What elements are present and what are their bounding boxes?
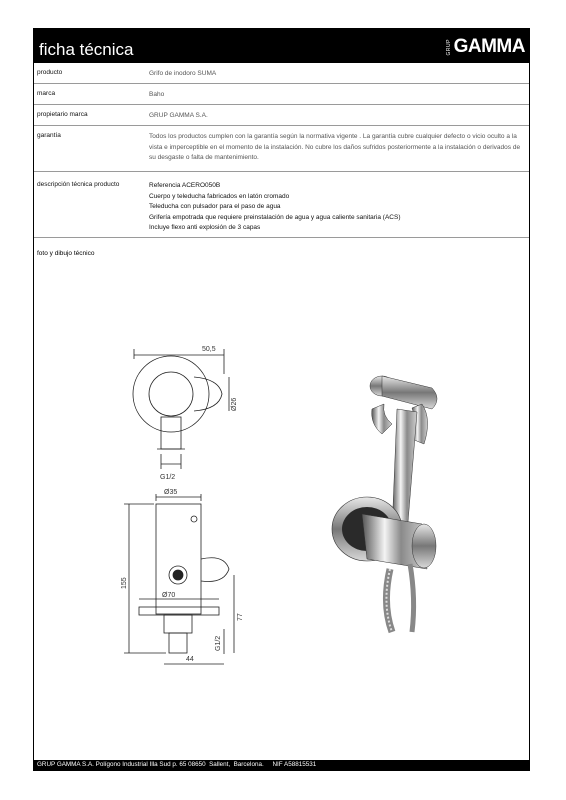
technical-sheet: [33, 28, 530, 771]
dim-side-label: Ø26: [231, 397, 238, 411]
dim-d35-label: Ø35: [164, 489, 178, 496]
desc-line: Grifería empotrada que requiere preinstalación de agua y agua caliente sanitaria (ACS): [149, 213, 401, 221]
label-marca: marca: [37, 90, 56, 97]
photo-label: foto y dibujo técnico: [37, 250, 95, 257]
flange-outline-top: [133, 356, 209, 432]
gamma-logo: [446, 36, 525, 58]
shower-body: [382, 376, 437, 409]
row-descripcion: [34, 172, 529, 238]
handle-neck: [372, 404, 392, 434]
row-propietario: [34, 105, 529, 126]
valve-knob: [412, 524, 436, 568]
value-descripcion: [149, 181, 523, 234]
row-marca: [34, 84, 529, 105]
row-producto: [34, 63, 529, 84]
dim-thread-top-label: G1/2: [160, 474, 176, 481]
desc-line: Referencia ACERO050B: [149, 182, 221, 189]
dim-77-label: 77: [237, 613, 244, 621]
desc-line: Teleducha con pulsador para el paso de agua: [149, 203, 281, 210]
holder-outline-top: [194, 377, 222, 411]
row-garantia: [34, 126, 529, 172]
product-photo: [312, 364, 442, 634]
holder-front: [201, 558, 229, 582]
footer-text: GRUP GAMMA S.A. Polígono Industrial Illa Sud p. 65 08650 Sallent, Barcelona. NIF A58815531: [37, 761, 317, 768]
value-garantia: Todos los productos cumplen con la garantía según la normativa vigente . La garantía cubre cualquier defecto o vicio oculto a la vista e imperceptible en el momento de la instalación. No cubre los daños sufridos posteriormente a la instalación o derivados de su desgaste o falta de mantenimiento.: [149, 133, 521, 161]
screw-front: [191, 516, 197, 522]
label-descripcion: descripción técnica producto: [37, 181, 120, 188]
connector-top: [161, 417, 181, 449]
value-propietario: GRUP GAMMA S.A.: [149, 112, 208, 119]
dim-thread-bottom-label: G1/2: [215, 635, 222, 651]
value-marca: Baho: [149, 91, 165, 98]
nut-front: [164, 615, 192, 633]
footer-bar: [34, 760, 529, 770]
dim-top-label: 50,5: [202, 346, 216, 353]
dim-height-label: 155: [121, 577, 128, 589]
logo-gamma-text: GAMMA: [453, 36, 525, 57]
thread-front: [169, 633, 187, 653]
label-garantia: garantía: [37, 132, 61, 139]
desc-line: Cuerpo y teleducha fabricados en latón cromado: [149, 192, 290, 200]
hose-back: [410, 564, 414, 632]
logo-grup-text: GRUP: [445, 38, 452, 56]
body-circle-top: [149, 372, 193, 416]
label-producto: producto: [37, 69, 63, 76]
page-title: ficha técnica: [39, 40, 134, 59]
value-producto: Grifo de inodoro SUMA: [149, 70, 217, 77]
label-propietario: propietario marca: [37, 111, 88, 118]
dim-d70-label: Ø70: [162, 592, 176, 599]
header-bar: [34, 29, 529, 63]
technical-drawing: [114, 329, 254, 674]
desc-line: Incluye flexo anti explosión de 3 capas: [149, 224, 261, 231]
dim-44-label: 44: [186, 656, 194, 663]
